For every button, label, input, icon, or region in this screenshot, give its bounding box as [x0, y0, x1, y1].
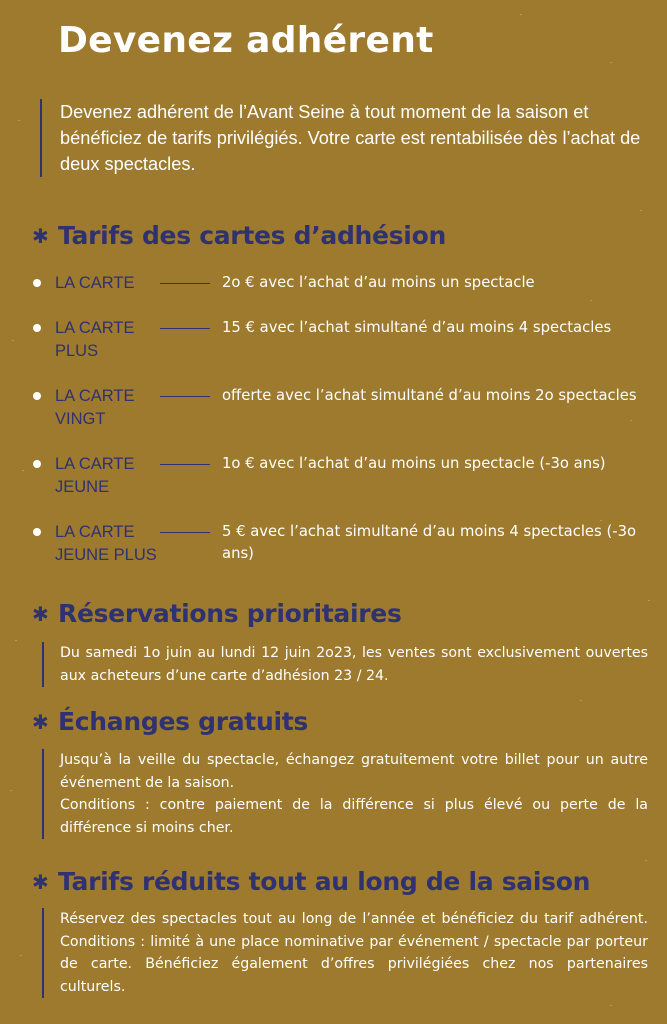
card-description: 5 € avec l’achat simultané d’au moins 4 spectacles (-3o ans): [222, 523, 637, 562]
section-paragraph: Du samedi 1o juin au lundi 12 juin 2o23, les ventes sont exclusivement ouvertes aux acheteurs d’une carte d’adhésion 23 / 24.: [60, 645, 648, 684]
texture-speck: [12, 340, 14, 341]
card-name: LA CARTE: [55, 274, 135, 292]
card-row-la-carte: [30, 273, 640, 323]
section-paragraph: Jusqu’à la veille du spectacle, échangez gratuitement votre billet pour un autre événement de la saison.: [60, 752, 648, 791]
card-name: LA CARTE JEUNE: [55, 455, 135, 496]
asterisk-icon: ✱: [32, 869, 49, 894]
texture-speck: [20, 955, 22, 956]
card-description: 1o € avec l’achat d’au moins un spectacle (-3o ans): [222, 455, 606, 472]
bullet-icon: [33, 460, 41, 468]
section-paragraph: Conditions : contre paiement de la différence si plus élevé ou perte de la différence si moins cher.: [60, 797, 648, 836]
section-title: Tarifs réduits tout au long de la saison: [58, 867, 591, 896]
asterisk-icon: ✱: [32, 601, 49, 626]
connector-line: [160, 328, 210, 329]
connector-line: [160, 283, 210, 284]
texture-speck: [18, 120, 20, 121]
section-paragraph: Réservez des spectacles tout au long de l’année et bénéficiez du tarif adhérent. Conditions : limité à une place nominative par événement / spectacle par porteur de carte. Bénéficiez également d’offres privilégiées chez nos partenaires culturels.: [60, 911, 648, 995]
asterisk-icon: ✱: [32, 223, 49, 248]
card-name: LA CARTE JEUNE PLUS: [55, 523, 157, 564]
texture-speck: [610, 62, 612, 63]
asterisk-icon: ✱: [32, 709, 49, 734]
page-title: Devenez adhérent: [58, 20, 434, 61]
texture-speck: [10, 790, 12, 791]
texture-speck: [15, 640, 17, 641]
reservations-text: [42, 642, 648, 687]
section-heading-tarifs-reduits: [32, 867, 590, 896]
texture-speck: [640, 210, 642, 211]
texture-speck: [645, 860, 647, 861]
card-row-la-carte-plus: [30, 318, 640, 368]
card-name: LA CARTE PLUS: [55, 319, 135, 360]
bullet-icon: [33, 279, 41, 287]
connector-line: [160, 532, 210, 533]
card-description: 15 € avec l’achat simultané d’au moins 4 spectacles: [222, 319, 612, 336]
section-heading-echanges: [32, 707, 308, 736]
connector-line: [160, 464, 210, 465]
section-title: Tarifs des cartes d’adhésion: [58, 221, 446, 250]
section-heading-tarifs-cartes: [32, 221, 446, 250]
section-heading-reservations: [32, 599, 402, 628]
bullet-icon: [33, 324, 41, 332]
section-title: Réservations prioritaires: [58, 599, 402, 628]
card-description: 2o € avec l’achat d’au moins un spectacle: [222, 274, 535, 291]
card-row-la-carte-vingt: [30, 386, 640, 436]
texture-speck: [610, 1005, 612, 1006]
card-description: offerte avec l’achat simultané d’au moins 2o spectacles: [222, 387, 637, 404]
texture-speck: [22, 470, 24, 471]
echanges-text: [42, 749, 648, 839]
texture-speck: [520, 14, 522, 15]
card-row-la-carte-jeune: [30, 454, 640, 504]
bullet-icon: [33, 528, 41, 536]
card-name: LA CARTE VINGT: [55, 387, 135, 428]
tarifs-reduits-text: [42, 908, 648, 998]
connector-line: [160, 396, 210, 397]
section-title: Échanges gratuits: [58, 707, 308, 736]
intro-paragraph: Devenez adhérent de l’Avant Seine à tout moment de la saison et bénéficiez de tarifs privilégiés. Votre carte est rentabilisée dès l’achat de deux spectacles.: [40, 99, 650, 177]
texture-speck: [580, 700, 582, 701]
bullet-icon: [33, 392, 41, 400]
texture-speck: [648, 600, 650, 601]
card-row-la-carte-jeune-plus: [30, 522, 640, 572]
